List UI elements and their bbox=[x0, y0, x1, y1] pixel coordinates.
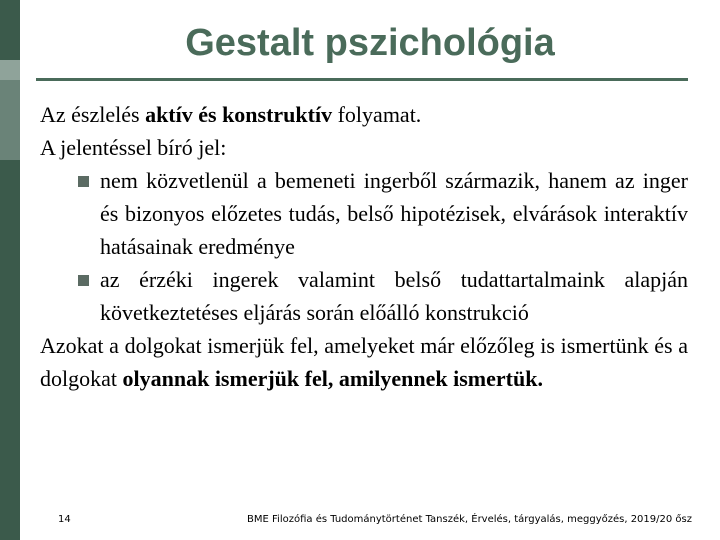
sidebar-segment bbox=[0, 160, 20, 540]
sidebar-segment bbox=[0, 80, 20, 160]
bullet-item bbox=[40, 164, 688, 263]
paragraph-1 bbox=[40, 98, 688, 131]
page-number: 14 bbox=[58, 514, 71, 525]
footer-text: BME Filozófia és Tudománytörténet Tanszék, Érvelés, tárgyalás, meggyőzés, 2019/20 ősz bbox=[247, 514, 692, 525]
paragraph-1-bold: aktív és konstruktív bbox=[145, 102, 333, 127]
paragraph-1-before: Az észlelés bbox=[40, 102, 146, 127]
paragraph-3 bbox=[40, 329, 688, 395]
title-underline bbox=[36, 78, 688, 81]
square-bullet-icon bbox=[78, 275, 89, 286]
bullet-text: az érzéki ingerek valamint belső tudattartalmaink alapján következtetéses eljárás során előálló konstrukció bbox=[100, 267, 688, 325]
paragraph-2: A jelentéssel bíró jel: bbox=[40, 135, 227, 160]
bullet-item bbox=[40, 263, 688, 329]
sidebar-decoration bbox=[0, 0, 20, 540]
paragraph-3-before: Azokat a dolgokat ismerjük fel, amelyeket már előzőleg is ismertünk és a dolgokat bbox=[40, 333, 688, 391]
sidebar-segment bbox=[0, 60, 20, 80]
bullet-text: nem közvetlenül a bemeneti ingerből származik, hanem az inger és bizonyos előzetes tudás, belső hipotézisek, elvárások interaktív hatásainak eredménye bbox=[100, 168, 688, 259]
slide-title: Gestalt pszichológia bbox=[185, 22, 555, 64]
square-bullet-icon bbox=[78, 176, 89, 187]
slide-content bbox=[40, 98, 688, 395]
paragraph-1-after: folyamat. bbox=[332, 102, 422, 127]
paragraph-3-bold: olyannak ismerjük fel, amilyennek ismertük. bbox=[122, 366, 543, 391]
sidebar-segment bbox=[0, 0, 20, 60]
